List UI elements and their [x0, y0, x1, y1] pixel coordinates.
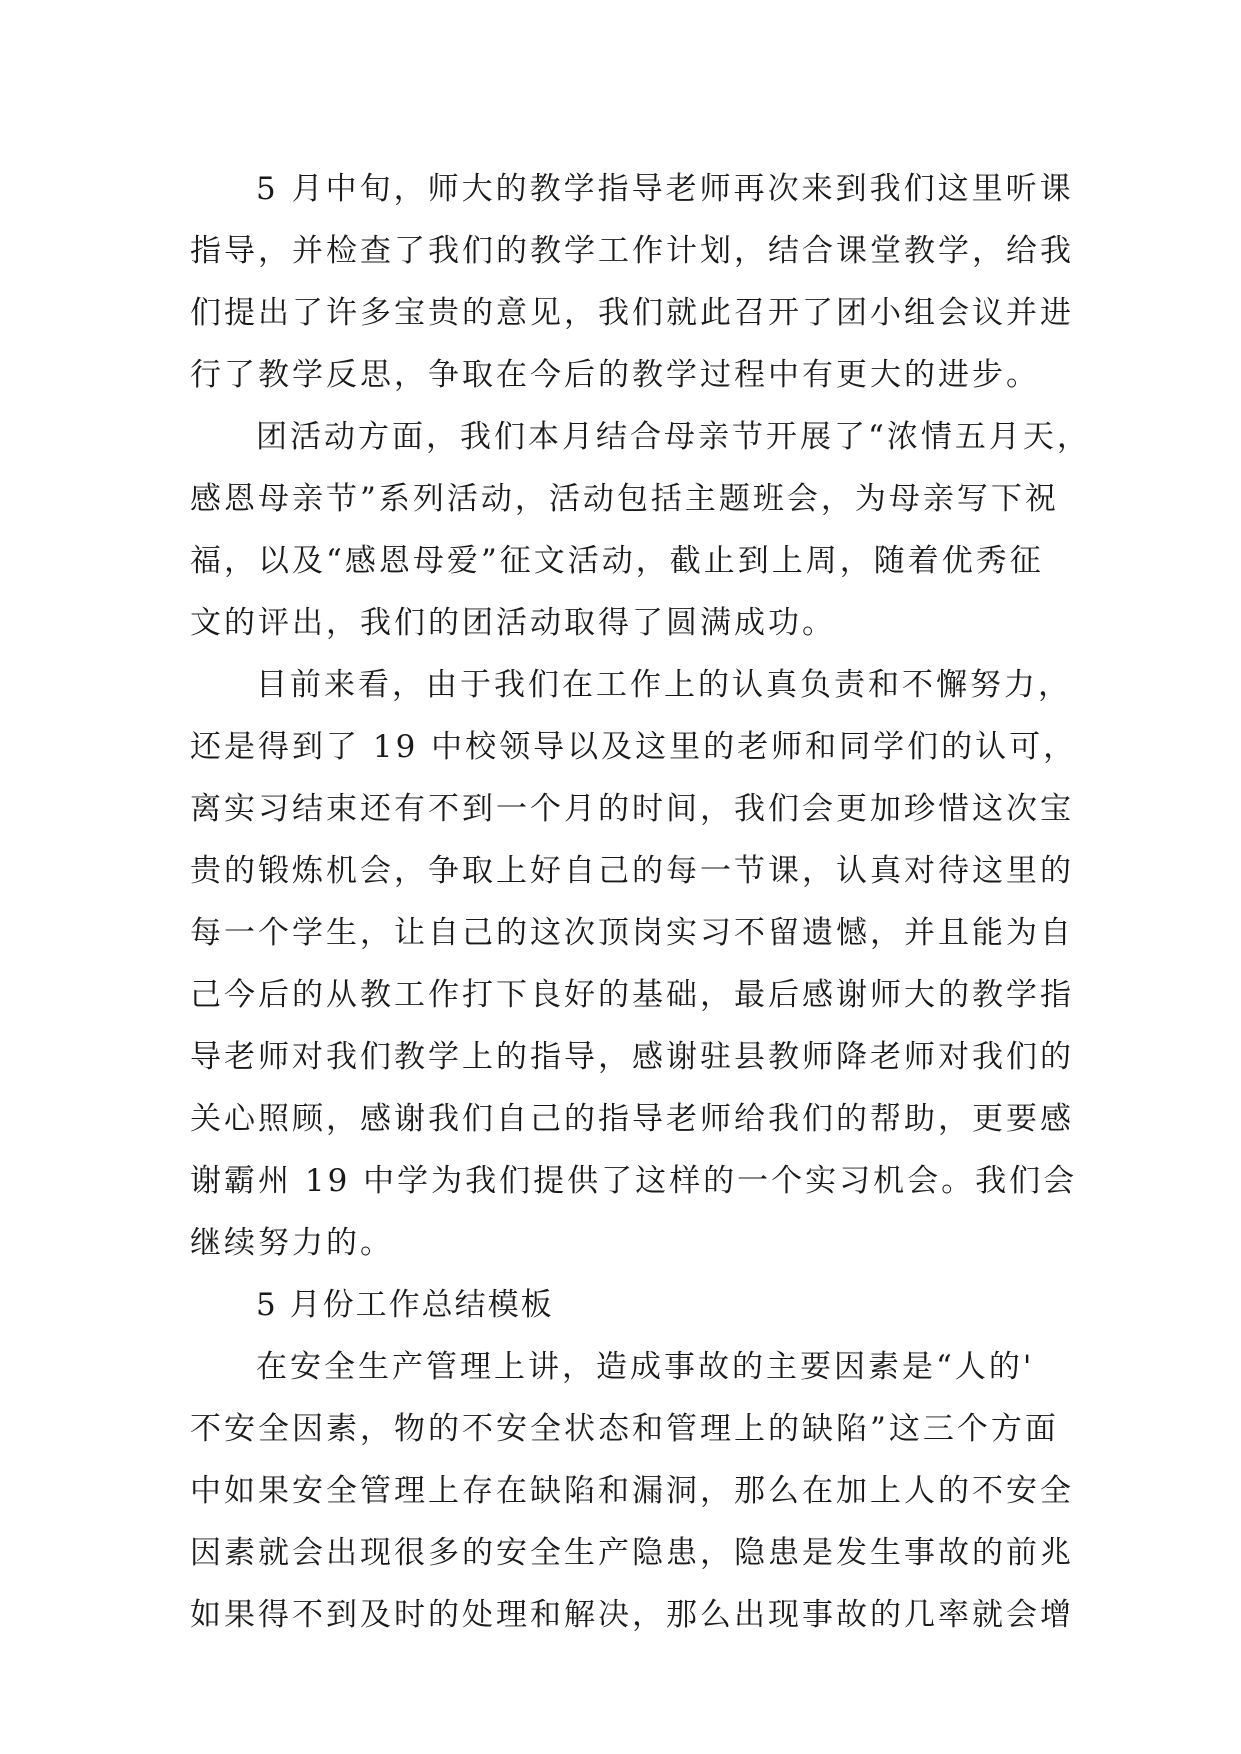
paragraph-safety-management	[190, 1336, 1074, 1646]
paragraph-line: 文的评出，我们的团活动取得了圆满成功。	[190, 605, 836, 641]
paragraph-current-status	[190, 654, 1078, 1274]
paragraph-line: 继续努力的。	[190, 1225, 394, 1261]
paragraph-line: 每一个学生，让自己的这次顶岗实习不留遗憾，并且能为自	[190, 915, 1074, 951]
paragraph-line: 如果得不到及时的处理和解决，那么出现事故的几率就会增	[190, 1597, 1074, 1633]
paragraph-line: 们提出了许多宝贵的意见，我们就此召开了团小组会议并进	[190, 295, 1074, 331]
document-body	[190, 158, 1091, 1646]
paragraph-line: 贵的锻炼机会，争取上好自己的每一节课，认真对待这里的	[190, 853, 1074, 889]
paragraph-line: 谢霸州 19 中学为我们提供了这样的一个实习机会。我们会	[190, 1163, 1078, 1199]
section-heading	[190, 1274, 1070, 1336]
paragraph-line: 行了教学反思，争取在今后的教学过程中有更大的进步。	[190, 357, 1040, 393]
section-heading-text: 5 月份工作总结模板	[256, 1287, 554, 1323]
paragraph-line: 目前来看，由于我们在工作上的认真负责和不懈努力，	[256, 667, 1072, 703]
paragraph-line: 关心照顾，感谢我们自己的指导老师给我们的帮助，更要感	[190, 1101, 1074, 1137]
paragraph-line: 己今后的从教工作打下良好的基础，最后感谢师大的教学指	[190, 977, 1074, 1013]
paragraph-line: 指导，并检查了我们的教学工作计划，结合课堂教学，给我	[190, 233, 1074, 269]
paragraph-league-activities	[190, 406, 1091, 654]
paragraph-line: 团活动方面，我们本月结合母亲节开展了“浓情五月天，	[256, 419, 1091, 455]
paragraph-teaching-guidance	[190, 158, 1074, 406]
paragraph-line: 离实习结束还有不到一个月的时间，我们会更加珍惜这次宝	[190, 791, 1074, 827]
paragraph-line: 导老师对我们教学上的指导，感谢驻县教师降老师对我们的	[190, 1039, 1074, 1075]
paragraph-line: 在安全生产管理上讲，造成事故的主要因素是“人的'	[256, 1349, 1035, 1385]
paragraph-line: 感恩母亲节”系列活动，活动包括主题班会，为母亲写下祝	[190, 481, 1059, 517]
paragraph-line: 因素就会出现很多的安全生产隐患，隐患是发生事故的前兆	[190, 1535, 1074, 1571]
paragraph-line: 中如果安全管理上存在缺陷和漏洞，那么在加上人的不安全	[190, 1473, 1074, 1509]
paragraph-line: 不安全因素，物的不安全状态和管理上的缺陷”这三个方面	[190, 1411, 1059, 1447]
paragraph-line: 福，以及“感恩母爱”征文活动，截止到上周，随着优秀征	[190, 543, 1044, 579]
paragraph-line: 5 月中旬，师大的教学指导老师再次来到我们这里听课	[256, 171, 1074, 207]
paragraph-line: 还是得到了 19 中校领导以及这里的老师和同学们的认可，	[190, 729, 1078, 765]
